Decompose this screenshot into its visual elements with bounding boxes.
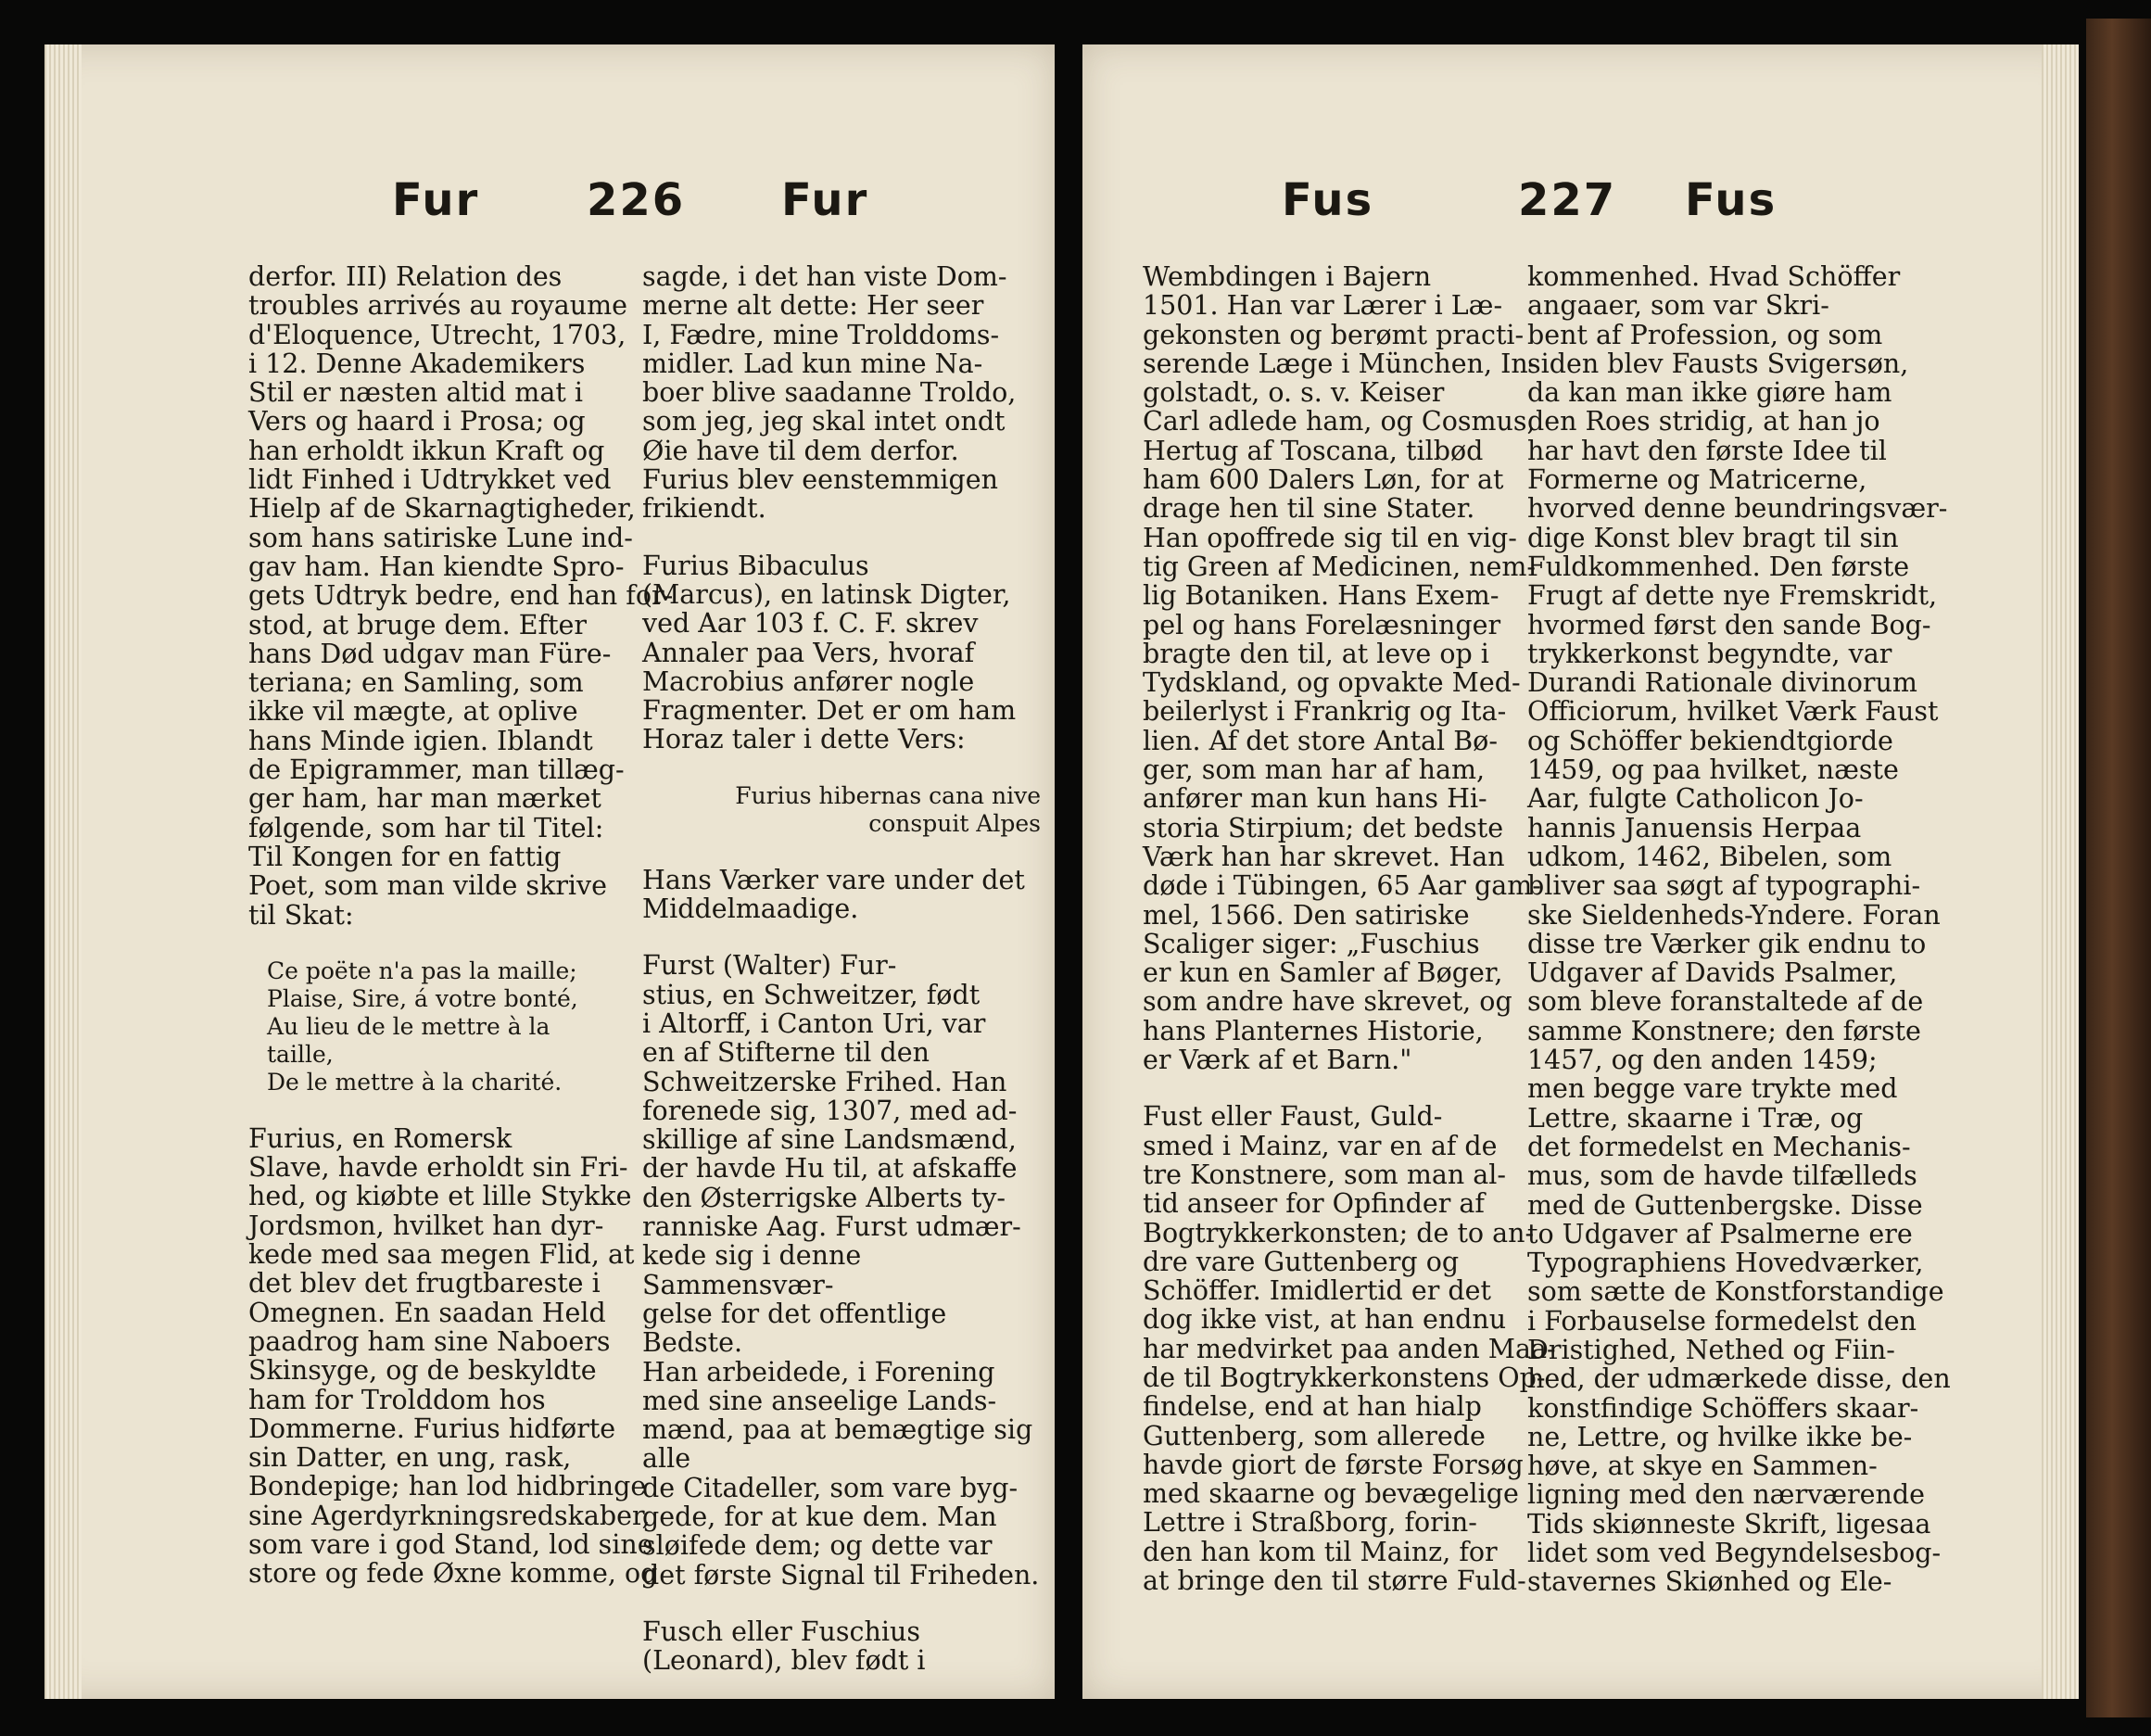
- text-line: Bogtrykkerkonsten; de to an-: [1143, 1217, 1535, 1248]
- text-line: boer blive saadanne Troldo,: [642, 377, 1017, 409]
- text-line: kede med saa megen Flid, at: [248, 1239, 635, 1271]
- text-line: hans Død udgav man Füre-: [248, 638, 612, 669]
- text-line: Furius Bibaculus: [642, 550, 869, 581]
- text-line: da kan man ikke giøre ham: [1527, 377, 1892, 409]
- text-line: hans Minde igien. Iblandt: [248, 725, 593, 756]
- text-line: den Roes stridig, at han jo: [1527, 406, 1880, 437]
- text-line: ham for Trolddom hos: [248, 1384, 546, 1415]
- text-line: samme Konstnere; den første: [1527, 1015, 1921, 1046]
- text-line: følgende, som har til Titel:: [248, 812, 604, 843]
- text-line: Vers og haard i Prosa; og: [248, 406, 586, 437]
- text-line: serende Læge i München, In-: [1143, 348, 1537, 379]
- text-line: bliver saa søgt af typographi-: [1527, 870, 1921, 902]
- right-column-1: [1143, 262, 1578, 1595]
- text-line: Fust eller Faust, Guld-: [1143, 1101, 1443, 1133]
- text-line: sløifede dem; og dette var: [642, 1530, 993, 1562]
- text-line: sine Agerdyrkningsredskaber,: [248, 1500, 651, 1531]
- text-line: (Leonard), blev født i: [642, 1645, 926, 1677]
- text-line: de Citadeller, som vare byg-: [642, 1472, 1019, 1503]
- text-line: er kun en Samler af Bøger,: [1143, 957, 1503, 989]
- text-line: d'Eloquence, Utrecht, 1703,: [248, 319, 626, 350]
- text-line: beilerlyst i Frankrig og Ita-: [1143, 696, 1507, 728]
- text-line: sin Datter, en ung, rask,: [248, 1442, 572, 1474]
- text-line: Lettre i Straßborg, forin-: [1143, 1507, 1477, 1539]
- text-line: derfor. III) Relation des: [248, 261, 563, 292]
- entry-furst: [642, 951, 1050, 1590]
- text-line: smed i Mainz, var en af de: [1143, 1130, 1498, 1161]
- text-line: i Forbauselse formedelst den: [1527, 1305, 1917, 1337]
- left-head-word-right: Fur: [781, 174, 869, 226]
- right-page: [1082, 44, 2079, 1699]
- text-line: Skinsyge, og de beskyldte: [248, 1355, 597, 1387]
- text-line: Dommerne. Furius hidførte: [248, 1413, 616, 1444]
- text-line: mænd, paa at bemægtige sig alle: [642, 1414, 1033, 1475]
- text-line: store og fede Øxne komme, og: [248, 1558, 658, 1590]
- text-line: Frugt af dette nye Fremskridt,: [1527, 580, 1938, 612]
- text-line: udkom, 1462, Bibelen, som: [1527, 841, 1892, 872]
- text-line: to Udgaver af Psalmerne ere: [1527, 1218, 1913, 1249]
- text-line: Øie have til dem derfor.: [642, 435, 959, 466]
- text-line: til Skat:: [248, 899, 354, 931]
- text-line: som hans satiriske Lune ind-: [248, 522, 633, 553]
- text-line: I, Fædre, mine Trolddoms-: [642, 319, 1000, 350]
- text-line: sagde, i det han viste Dom-: [642, 261, 1007, 292]
- text-line: som jeg, jeg skal intet ondt: [642, 406, 1006, 437]
- text-line: er Værk af et Barn.": [1143, 1045, 1412, 1076]
- entry-furetiere-end: [248, 262, 675, 930]
- text-line: høve, at skye en Sammen-: [1527, 1451, 1878, 1482]
- text-line: conspuit Alpes: [868, 809, 1041, 837]
- right-page-number: 227: [1518, 174, 1617, 226]
- text-line: Durandi Rationale divinorum: [1527, 667, 1917, 699]
- text-line: Poet, som man vilde skrive: [248, 870, 608, 902]
- text-line: forenede sig, 1307, med ad-: [642, 1095, 1018, 1126]
- text-line: siden blev Fausts Svigersøn,: [1527, 348, 1909, 379]
- text-line: Tydskland, og opvakte Med-: [1143, 667, 1521, 699]
- text-line: han erholdt ikkun Kraft og: [248, 435, 605, 466]
- text-line: har medvirket paa anden Maa-: [1143, 1333, 1556, 1364]
- text-line: gav ham. Han kiendte Spro-: [248, 551, 625, 582]
- text-line: dige Konst blev bragt til sin: [1527, 522, 1899, 553]
- text-line: gelse for det offentlige Bedste.: [642, 1298, 947, 1359]
- left-page-number: 226: [587, 174, 686, 226]
- text-line: Furius blev eenstemmigen: [642, 464, 998, 496]
- text-line: gekonsten og berømt practi-: [1143, 319, 1525, 350]
- text-line: som vare i god Stand, lod sine: [248, 1528, 653, 1560]
- text-line: ger ham, har man mærket: [248, 783, 601, 815]
- left-head-word-left: Fur: [392, 174, 480, 226]
- entry-fust: [1143, 1102, 1578, 1595]
- text-line: taille,: [267, 1040, 334, 1068]
- text-line: Plaise, Sire, á votre bonté,: [267, 984, 578, 1012]
- text-line: Tids skiønneste Skrift, ligesaa: [1527, 1508, 1931, 1540]
- text-line: som sætte de Konstforstandige: [1527, 1276, 1944, 1308]
- text-line: Middelmaadige.: [642, 893, 859, 925]
- text-line: ranniske Aag. Furst udmær-: [642, 1211, 1021, 1243]
- text-line: de Epigrammer, man tillæg-: [248, 754, 625, 786]
- text-line: Hertug af Toscana, tilbød: [1143, 435, 1484, 466]
- text-line: pel og hans Forelæsninger: [1143, 609, 1501, 640]
- text-line: de til Bogtrykkerkonstens Op-: [1143, 1362, 1546, 1393]
- text-line: Aar, fulgte Catholicon Jo-: [1527, 783, 1864, 815]
- text-line: stod, at bruge dem. Efter: [248, 609, 588, 640]
- text-line: ved Aar 103 f. C. F. skrev: [642, 608, 979, 640]
- entry-fust-continued: [1527, 262, 1963, 1597]
- text-line: Han opoffrede sig til en vig-: [1143, 522, 1517, 553]
- text-line: Scaliger siger: „Fuschius: [1143, 928, 1480, 959]
- text-line: angaaer, som var Skri-: [1527, 290, 1829, 322]
- text-line: en af Stifterne til den: [642, 1037, 930, 1069]
- text-line: hed, og kiøbte et lille Stykke: [248, 1181, 632, 1212]
- text-line: hvorved denne beundringsvær-: [1527, 493, 1948, 525]
- text-line: ne, Lettre, og hvilke ikke be-: [1527, 1421, 1913, 1452]
- text-line: gets Udtryk bedre, end han for-: [248, 580, 674, 612]
- text-line: Schöffer. Imidlertid er det: [1143, 1275, 1491, 1307]
- text-line: Lettre, skaarne i Træ, og: [1527, 1102, 1864, 1134]
- right-column-2: [1527, 262, 1963, 1597]
- text-line: stius, en Schweitzer, født: [642, 979, 981, 1010]
- text-line: Furst (Walter) Fur-: [642, 950, 897, 982]
- text-line: Dristighed, Nethed og Fiin-: [1527, 1334, 1895, 1365]
- text-line: Omegnen. En saadan Held: [248, 1297, 606, 1328]
- text-line: Guttenberg, som allerede: [1143, 1420, 1486, 1451]
- text-line: den han kom til Mainz, for: [1143, 1536, 1498, 1567]
- text-line: lidet som ved Begyndelsesbog-: [1527, 1538, 1942, 1569]
- book-binding: [2086, 19, 2151, 1717]
- text-line: lig Botaniken. Hans Exem-: [1143, 580, 1499, 612]
- text-line: som andre have skrevet, og: [1143, 986, 1512, 1018]
- left-column-2: [642, 262, 1050, 1675]
- text-line: at bringe den til større Fuld-: [1143, 1565, 1526, 1597]
- entry-furius-continued: [642, 262, 1050, 524]
- text-line: døde i Tübingen, 65 Aar gam-: [1143, 870, 1541, 902]
- text-line: trykkerkonst begyndte, var: [1527, 638, 1892, 669]
- entry-furius-bibaculus: [642, 551, 1050, 754]
- text-line: Annaler paa Vers, hvoraf: [642, 637, 975, 668]
- text-line: ikke vil mægte, at oplive: [248, 696, 578, 728]
- text-line: storia Stirpium; det bedste: [1143, 812, 1504, 843]
- text-line: Furius hibernas cana nive: [735, 781, 1041, 809]
- text-line: i 12. Denne Akademikers: [248, 348, 586, 379]
- text-line: Macrobius anfører nogle: [642, 665, 975, 697]
- text-line: Jordsmon, hvilket han dyr-: [248, 1210, 604, 1241]
- text-line: De le mettre à la charité.: [267, 1068, 563, 1096]
- text-line: med skaarne og bevægelige: [1143, 1478, 1519, 1510]
- text-line: lidt Finhed i Udtrykket ved: [248, 464, 612, 496]
- text-line: mel, 1566. Den satiriske: [1143, 899, 1470, 931]
- text-line: hannis Januensis Herpaa: [1527, 812, 1862, 843]
- text-line: merne alt dette: Her seer: [642, 290, 984, 322]
- text-line: Ce poëte n'a pas la maille;: [267, 957, 577, 984]
- text-line: stavernes Skiønhed og Ele-: [1527, 1566, 1892, 1598]
- epigram-quote: [267, 957, 675, 1096]
- text-line: Fragmenter. Det er om ham: [642, 695, 1017, 727]
- text-line: Til Kongen for en fattig: [248, 841, 562, 872]
- text-line: mus, som de havde tilfælleds: [1527, 1160, 1917, 1192]
- text-line: Slave, havde erholdt sin Fri-: [248, 1152, 628, 1184]
- text-line: Typographiens Hovedværker,: [1527, 1248, 1924, 1279]
- text-line: Hans Værker vare under det: [642, 864, 1025, 895]
- text-line: men begge vare trykte med: [1527, 1073, 1898, 1105]
- text-line: ham 600 Dalers Løn, for at: [1143, 464, 1504, 496]
- text-line: Formerne og Matricerne,: [1527, 464, 1867, 496]
- text-line: der havde Hu til, at afskaffe: [642, 1153, 1018, 1185]
- text-line: den Østerrigske Alberts ty-: [642, 1182, 1006, 1213]
- text-line: Han arbeidede, i Forening: [642, 1356, 995, 1388]
- text-line: og Schöffer bekiendtgiorde: [1527, 725, 1893, 756]
- text-line: drage hen til sine Stater.: [1143, 493, 1475, 525]
- text-line: findelse, end at han hialp: [1143, 1391, 1482, 1423]
- text-line: gede, for at kue dem. Man: [642, 1501, 997, 1532]
- text-line: lien. Af det store Antal Bø-: [1143, 725, 1498, 756]
- text-line: 1457, og den anden 1459;: [1527, 1045, 1878, 1076]
- left-running-head: [44, 174, 1055, 248]
- text-line: 1459, og paa hvilket, næste: [1527, 754, 1899, 786]
- entry-fusch: [642, 1617, 1050, 1676]
- text-line: dog ikke vist, at han endnu: [1143, 1304, 1507, 1336]
- text-line: golstadt, o. s. v. Keiser: [1143, 377, 1445, 409]
- text-line: hed, der udmærkede disse, den: [1527, 1363, 1951, 1395]
- text-line: Officiorum, hvilket Værk Faust: [1527, 696, 1939, 728]
- text-line: det blev det frugtbareste i: [248, 1268, 601, 1299]
- text-line: Wembdingen i Bajern: [1143, 261, 1432, 292]
- text-line: bent af Profession, og som: [1527, 319, 1883, 350]
- text-line: tre Konstnere, som man al-: [1143, 1159, 1506, 1190]
- text-line: Carl adlede ham, og Cosmus,: [1143, 406, 1536, 437]
- text-line: har havt den første Idee til: [1527, 435, 1887, 466]
- text-line: Au lieu de le mettre à la: [267, 1012, 550, 1040]
- right-head-word-left: Fus: [1282, 174, 1374, 226]
- horace-quote: [642, 782, 1041, 838]
- text-line: disse tre Værker gik endnu to: [1527, 928, 1927, 959]
- text-line: Horaz taler i dette Vers:: [642, 724, 966, 755]
- text-line: dre vare Guttenberg og: [1143, 1246, 1460, 1277]
- text-line: midler. Lad kun mine Na-: [642, 348, 983, 379]
- text-line: havde giort de første Forsøg: [1143, 1449, 1524, 1480]
- text-line: det formedelst en Mechanis-: [1527, 1131, 1911, 1162]
- text-line: ligning med den nærværende: [1527, 1479, 1925, 1511]
- text-line: ger, som man har af ham,: [1143, 754, 1486, 786]
- text-line: Bondepige; han lod hidbringe: [248, 1471, 647, 1502]
- text-line: anfører man kun hans Hi-: [1143, 783, 1487, 815]
- text-line: tig Green af Medicinen, nem-: [1143, 551, 1537, 582]
- text-line: konstfindige Schöffers skaar-: [1527, 1392, 1919, 1424]
- text-line: hvormed først den sande Bog-: [1527, 609, 1931, 640]
- text-line: Udgaver af Davids Psalmer,: [1527, 957, 1898, 989]
- text-line: paadrog ham sine Naboers: [248, 1325, 611, 1357]
- text-line: ske Sieldenheds-Yndere. Foran: [1527, 899, 1941, 931]
- entry-furius: [248, 1124, 675, 1589]
- right-running-head: [1082, 174, 2079, 248]
- text-line: troubles arrivés au royaume: [248, 290, 628, 322]
- left-page: [44, 44, 1055, 1699]
- entry-furius-bibaculus-end: [642, 866, 1050, 924]
- text-line: 1501. Han var Lærer i Læ-: [1143, 290, 1503, 322]
- text-line: som bleve foranstaltede af de: [1527, 986, 1924, 1018]
- text-line: Hielp af de Skarnagtigheder,: [248, 493, 636, 525]
- text-line: Fuldkommenhed. Den første: [1527, 551, 1910, 582]
- text-line: Stil er næsten altid mat i: [248, 377, 583, 409]
- text-line: hans Planternes Historie,: [1143, 1015, 1484, 1046]
- text-line: med de Guttenbergske. Disse: [1527, 1189, 1923, 1221]
- text-line: Fusch eller Fuschius: [642, 1616, 920, 1647]
- text-line: frikiendt.: [642, 493, 766, 525]
- text-line: bragte den til, at leve op i: [1143, 638, 1489, 669]
- text-line: teriana; en Samling, som: [248, 667, 584, 699]
- text-line: Værk han har skrevet. Han: [1143, 841, 1505, 872]
- text-line: Furius, en Romersk: [248, 1122, 512, 1154]
- text-line: (Marcus), en latinsk Digter,: [642, 578, 1011, 610]
- text-line: tid anseer for Opfinder af: [1143, 1188, 1485, 1220]
- text-line: med sine anseelige Lands-: [642, 1385, 997, 1416]
- text-line: det første Signal til Friheden.: [642, 1559, 1040, 1590]
- text-line: i Altorff, i Canton Uri, var: [642, 1007, 986, 1039]
- text-line: kommenhed. Hvad Schöffer: [1527, 261, 1901, 292]
- text-line: kede sig i denne Sammensvær-: [642, 1240, 862, 1300]
- entry-fusch-continued: [1143, 262, 1578, 1074]
- text-line: skillige af sine Landsmænd,: [642, 1124, 1017, 1156]
- text-line: Schweitzerske Frihed. Han: [642, 1066, 1007, 1097]
- right-head-word-right: Fus: [1685, 174, 1778, 226]
- left-column-1: [248, 262, 675, 1589]
